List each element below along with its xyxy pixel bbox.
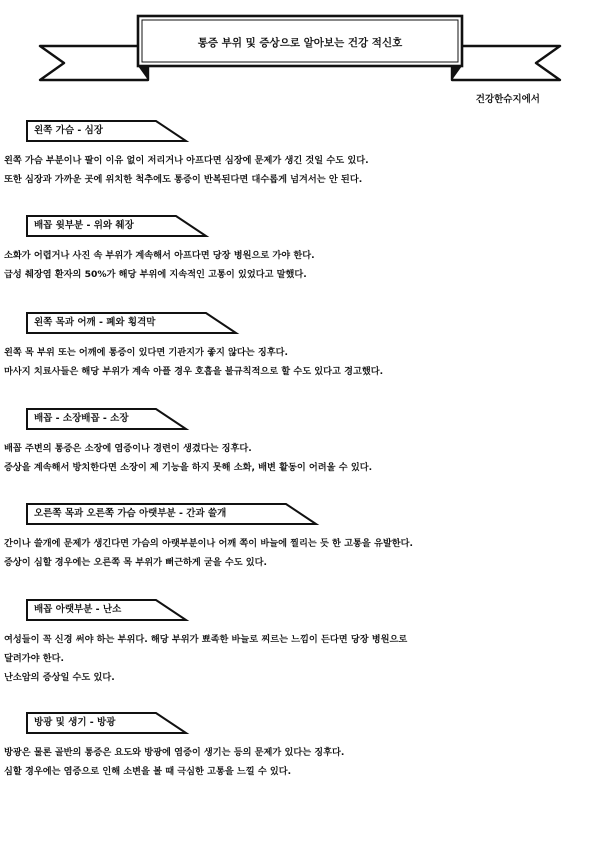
- section-bladder: [0, 712, 600, 781]
- section-heart: [0, 120, 600, 189]
- section-heading: 배꼽 윗부분 - 위와 췌장: [34, 220, 134, 231]
- section-body: [4, 630, 592, 687]
- section-body: [4, 743, 592, 781]
- section-heading-tag: [26, 408, 600, 430]
- body-line: 왼쪽 목 부위 또는 어깨에 통증이 있다면 기관지가 좋지 않다는 징후다.: [4, 347, 288, 358]
- section-ovary: [0, 599, 600, 687]
- section-heading-tag: [26, 215, 600, 237]
- body-line: 증상을 계속해서 방치한다면 소장이 제 기능을 하지 못해 소화, 배변 활동이 어려울 수 있다.: [4, 462, 373, 473]
- body-line: 왼쪽 가슴 부분이나 팔이 이유 없이 저리거나 아프다면 심장에 문제가 생긴 것일 수도 있다.: [4, 155, 369, 166]
- body-line: 증상이 심할 경우에는 오른쪽 목 부위가 뻐근하게 굳을 수도 있다.: [4, 557, 268, 568]
- section-heading: 오른쪽 목과 오른쪽 가슴 아랫부분 - 간과 쓸개: [34, 508, 227, 519]
- section-heading: 왼쪽 가슴 - 심장: [34, 125, 103, 136]
- section-stomach-pancreas: [0, 215, 600, 284]
- body-line: 여성들이 꼭 신경 써야 하는 부위다. 해당 부위가 뾰족한 바늘로 찌르는 느낌이 든다면 당장 병원으로: [4, 634, 408, 645]
- section-lung-diaphragm: [0, 312, 600, 381]
- section-heading-tag: [26, 712, 600, 734]
- section-liver-gallbladder: [0, 503, 600, 572]
- section-body: [4, 439, 592, 477]
- page-title: 통증 부위 및 증상으로 알아보는 건강 적신호: [197, 37, 403, 49]
- section-heading: 왼쪽 목과 어깨 - 폐와 횡격막: [34, 317, 156, 328]
- section-heading-tag: [26, 312, 600, 334]
- body-line: 또한 심장과 가까운 곳에 위치한 척추에도 통증이 반복된다면 대수롭게 넘겨서는 안 된다.: [4, 174, 363, 185]
- section-heading-tag: [26, 120, 600, 142]
- section-small-intestine: [0, 408, 600, 477]
- body-line: 배꼽 주변의 통증은 소장에 염증이나 경련이 생겼다는 징후다.: [4, 443, 252, 454]
- section-heading: 방광 및 생기 - 방광: [34, 717, 116, 728]
- section-body: [4, 246, 592, 284]
- body-line: 마사지 치료사들은 해당 부위가 계속 아플 경우 호흡을 불규칙적으로 할 수도 있다고 경고했다.: [4, 366, 384, 377]
- section-heading: 배꼽 아랫부분 - 난소: [34, 604, 122, 615]
- section-heading: 배꼽 - 소장배꼽 - 소장: [34, 413, 129, 424]
- section-body: [4, 534, 592, 572]
- section-heading-tag: [26, 503, 600, 525]
- body-line: 간이나 쓸개에 문제가 생긴다면 가슴의 아랫부분이나 어깨 쪽이 바늘에 찔리는 듯 한 고통을 유발한다.: [4, 538, 413, 549]
- section-body: [4, 343, 592, 381]
- section-heading-tag: [26, 599, 600, 621]
- title-banner: [38, 10, 562, 88]
- source-credit: 건강한슈지에서: [475, 94, 540, 105]
- body-line: 방광은 물론 골반의 통증은 요도와 방광에 염증이 생기는 등의 문제가 있다는 징후다.: [4, 747, 345, 758]
- body-line: 달려가야 한다.: [4, 653, 64, 664]
- body-line: 소화가 어렵거나 사진 속 부위가 계속해서 아프다면 당장 병원으로 가야 한다.: [4, 250, 315, 261]
- body-line: 급성 췌장염 환자의 50%가 해당 부위에 지속적인 고통이 있었다고 말했다.: [4, 269, 307, 280]
- body-line: 난소암의 증상일 수도 있다.: [4, 672, 115, 683]
- body-line: 심할 경우에는 염증으로 인해 소변을 볼 때 극심한 고통을 느낄 수 있다.: [4, 766, 292, 777]
- section-body: [4, 151, 592, 189]
